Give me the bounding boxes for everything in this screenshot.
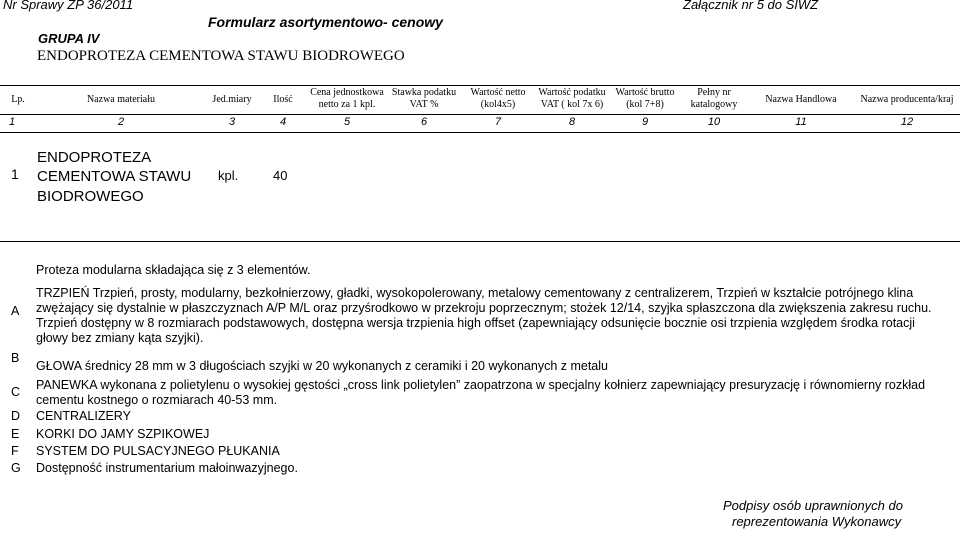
column-header-qty: Ilość xyxy=(273,94,293,105)
signature-line1: Podpisy osób uprawnionych do xyxy=(723,498,903,513)
column-header-gross-value: Wartość brutto (kol 7+8) xyxy=(615,87,675,110)
row-material-name-line2: CEMENTOWA STAWU xyxy=(37,168,192,185)
item-letter: G xyxy=(11,461,21,475)
attachment-label: Załącznik nr 5 do SIWZ xyxy=(683,0,819,12)
table-border-header-bottom xyxy=(0,114,960,115)
column-header-catalog-number: Pełny nr katalogowy xyxy=(690,87,738,110)
row-material-name-line3: BIODROWEGO xyxy=(37,188,144,205)
column-number: 6 xyxy=(420,116,428,128)
column-number: 10 xyxy=(707,116,721,128)
item-text: SYSTEM DO PULSACYJNEGO PŁUKANIA xyxy=(36,444,280,458)
column-number: 7 xyxy=(494,116,502,128)
case-number: Nr Sprawy ZP 36/2011 xyxy=(3,0,134,12)
column-number: 11 xyxy=(795,116,807,128)
item-letter: B xyxy=(11,351,20,365)
column-header-vat-rate: Stawka podatku VAT % xyxy=(391,87,457,110)
item-text: KORKI DO JAMY SZPIKOWEJ xyxy=(36,427,210,441)
row-unit: kpl. xyxy=(218,168,239,183)
column-number: 2 xyxy=(117,116,125,128)
column-header-trade-name: Nazwa Handlowa xyxy=(765,94,837,105)
group-label: GRUPA IV xyxy=(38,31,100,46)
column-number: 9 xyxy=(641,116,649,128)
column-header-material: Nazwa materiału xyxy=(86,94,156,105)
column-number: 3 xyxy=(228,116,236,128)
item-text: PANEWKA wykonana z polietylenu o wysokiej gęstości „cross link polietylen” zaopatrzona w specjalny kołnierz zapewniający presuryzację i równomierny rozkład cementu kostnego o rozmiarach 40-53 mm. xyxy=(36,378,926,407)
column-header-unit: Jed.miary xyxy=(212,94,252,105)
item-text: CENTRALIZERY xyxy=(36,409,131,423)
product-group-title: ENDOPROTEZA CEMENTOWA STAWU BIODROWEGO xyxy=(37,48,405,64)
table-border-top xyxy=(0,85,960,86)
row-quantity: 40 xyxy=(273,168,288,183)
column-header-lp: Lp. xyxy=(11,94,25,105)
column-number: 1 xyxy=(8,116,16,128)
table-border-numbers-bottom xyxy=(0,132,960,133)
signature-line2: reprezentowania Wykonawcy xyxy=(732,514,902,529)
column-header-unit-price: Cena jednostkowa netto za 1 kpl. xyxy=(310,87,384,110)
column-header-producer: Nazwa producenta/kraj xyxy=(860,94,954,105)
row-lp: 1 xyxy=(11,166,19,182)
item-letter: E xyxy=(11,427,20,441)
column-header-vat-value: Wartość podatku VAT ( kol 7x 6) xyxy=(538,87,606,110)
item-letter: C xyxy=(11,385,21,399)
item-text: Dostępność instrumentarium małoinwazyjnego. xyxy=(36,461,298,475)
column-number: 4 xyxy=(279,116,287,128)
table-border-bottom xyxy=(0,241,960,242)
form-title: Formularz asortymentowo- cenowy xyxy=(208,14,443,30)
description-intro: Proteza modularna składająca się z 3 elementów. xyxy=(36,263,311,277)
item-letter: F xyxy=(11,444,19,458)
column-number: 8 xyxy=(568,116,576,128)
item-text: TRZPIEŃ Trzpień, prosty, modularny, bezkołnierzowy, gładki, wysokopolerowany, metalowy cementowany z centralizerem, Trzpień w kształcie potrójnego klina zwężający się dystalnie w płaszczyznach A/P M/L oraz przyśrodkowo w przekroju poprzecznym; stożek 12/14, szyjka spłaszczona dla zwiększenia zakresu ruchu. Trzpień dostępny w 8 rozmiarach podstawowych, dostępna wersja trzpienia high offset (zapewniający odsunięcie bocznie osi trzpienia względem środka rotacji głowy bez zmiany kąta szyjki). xyxy=(36,286,932,345)
column-header-net-value: Wartość netto (kol4x5) xyxy=(470,87,526,110)
item-text: GŁOWA średnicy 28 mm w 3 długościach szyjki w 20 wykonanych z ceramiki i 20 wykonanych z metalu xyxy=(36,359,608,373)
item-letter: D xyxy=(11,409,21,423)
row-material-name-line1: ENDOPROTEZA xyxy=(37,149,152,166)
item-letter: A xyxy=(11,304,20,318)
column-number: 12 xyxy=(900,116,914,128)
column-number: 5 xyxy=(343,116,351,128)
